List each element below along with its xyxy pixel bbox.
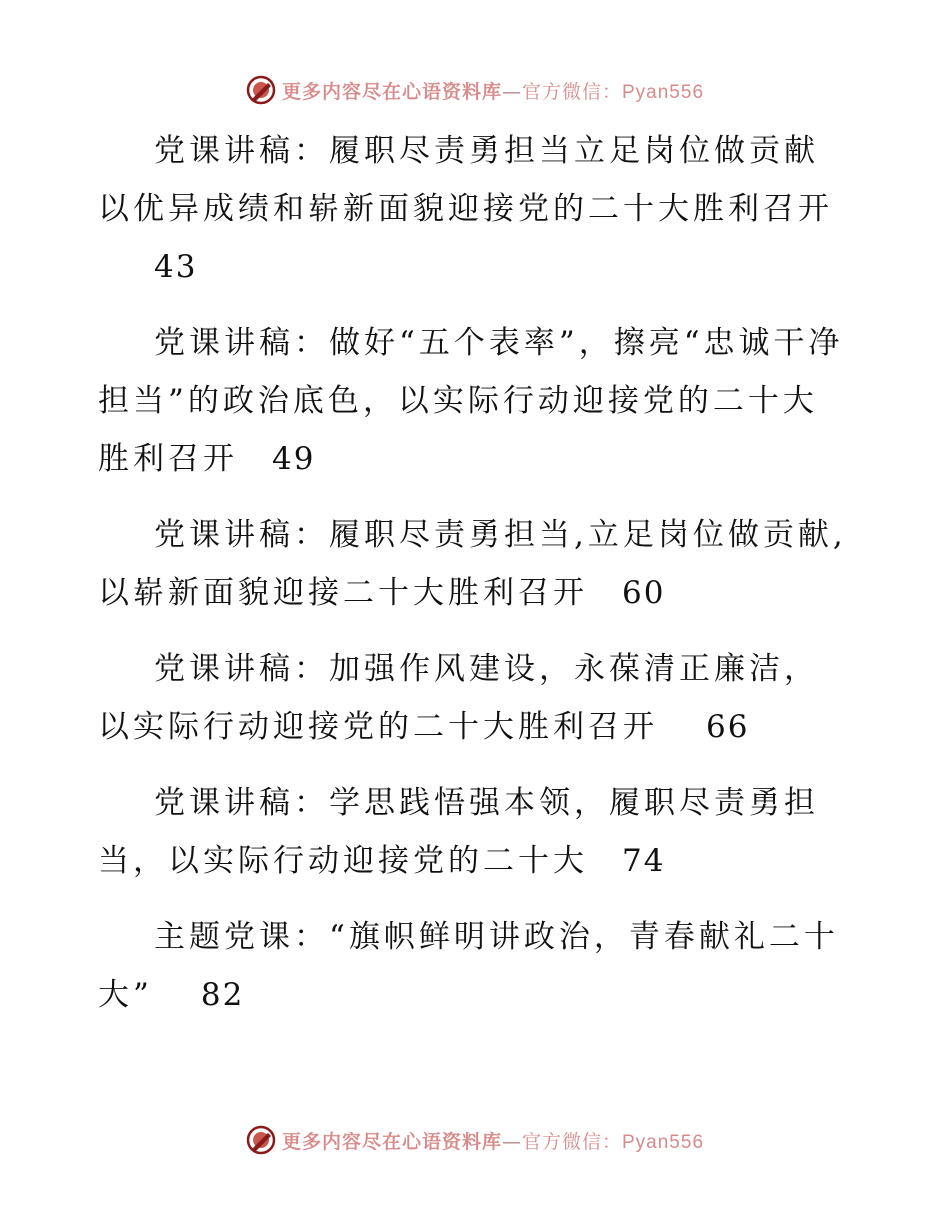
watermark-wechat-id: Pyan556	[622, 1131, 705, 1153]
toc-entry	[98, 640, 850, 756]
toc-entry-title: 党课讲稿：加强作风建设，永葆清正廉洁，以实际行动迎接党的二十大胜利召开	[98, 651, 819, 745]
watermark-brand: 更多内容尽在心语资料库	[281, 80, 502, 103]
watermark-text	[282, 1127, 704, 1154]
toc-entry	[98, 506, 850, 622]
watermark-wechat-label: 官方微信：	[521, 80, 622, 103]
toc-entry-page: 66	[706, 709, 750, 745]
toc-entry-page: 60	[622, 575, 666, 611]
toc-entry-page: 82	[200, 977, 245, 1013]
watermark-wechat-label: 官方微信：	[521, 1130, 622, 1153]
toc-entry	[98, 122, 850, 296]
toc-list	[98, 122, 850, 1042]
header-watermark	[0, 70, 950, 110]
pen-logo-icon	[246, 1125, 276, 1155]
toc-entry-title: 党课讲稿：履职尽责勇担当,立足岗位做贡献,以崭新面貌迎接二十大胜利召开	[98, 517, 847, 611]
toc-entry-title: 党课讲稿：学思践悟强本领，履职尽责勇担当，以实际行动迎接党的二十大	[98, 785, 819, 879]
toc-entry-page: 43	[154, 249, 198, 285]
toc-entry-title: 主题党课：“旗帜鲜明讲政治，青春献礼二十大”	[98, 919, 839, 1013]
watermark-separator: —	[501, 80, 522, 103]
watermark-brand: 更多内容尽在心语资料库	[281, 1130, 502, 1153]
pen-logo-icon	[246, 75, 276, 105]
footer-watermark	[0, 1120, 950, 1160]
watermark-separator: —	[501, 1130, 522, 1153]
toc-entry	[98, 908, 850, 1024]
watermark-wechat-id: Pyan556	[622, 81, 705, 103]
toc-entry-title: 党课讲稿：做好“五个表率”，擦亮“忠诚干净担当”的政治底色，以实际行动迎接党的二十大胜利召开	[98, 325, 844, 477]
watermark-text	[282, 77, 704, 104]
toc-entry	[98, 314, 850, 488]
toc-entry	[98, 774, 850, 890]
toc-entry-page: 49	[272, 441, 316, 477]
toc-entry-page: 74	[622, 843, 666, 879]
toc-entry-title: 党课讲稿：履职尽责勇担当立足岗位做贡献以优异成绩和崭新面貌迎接党的二十大胜利召开	[98, 133, 833, 227]
